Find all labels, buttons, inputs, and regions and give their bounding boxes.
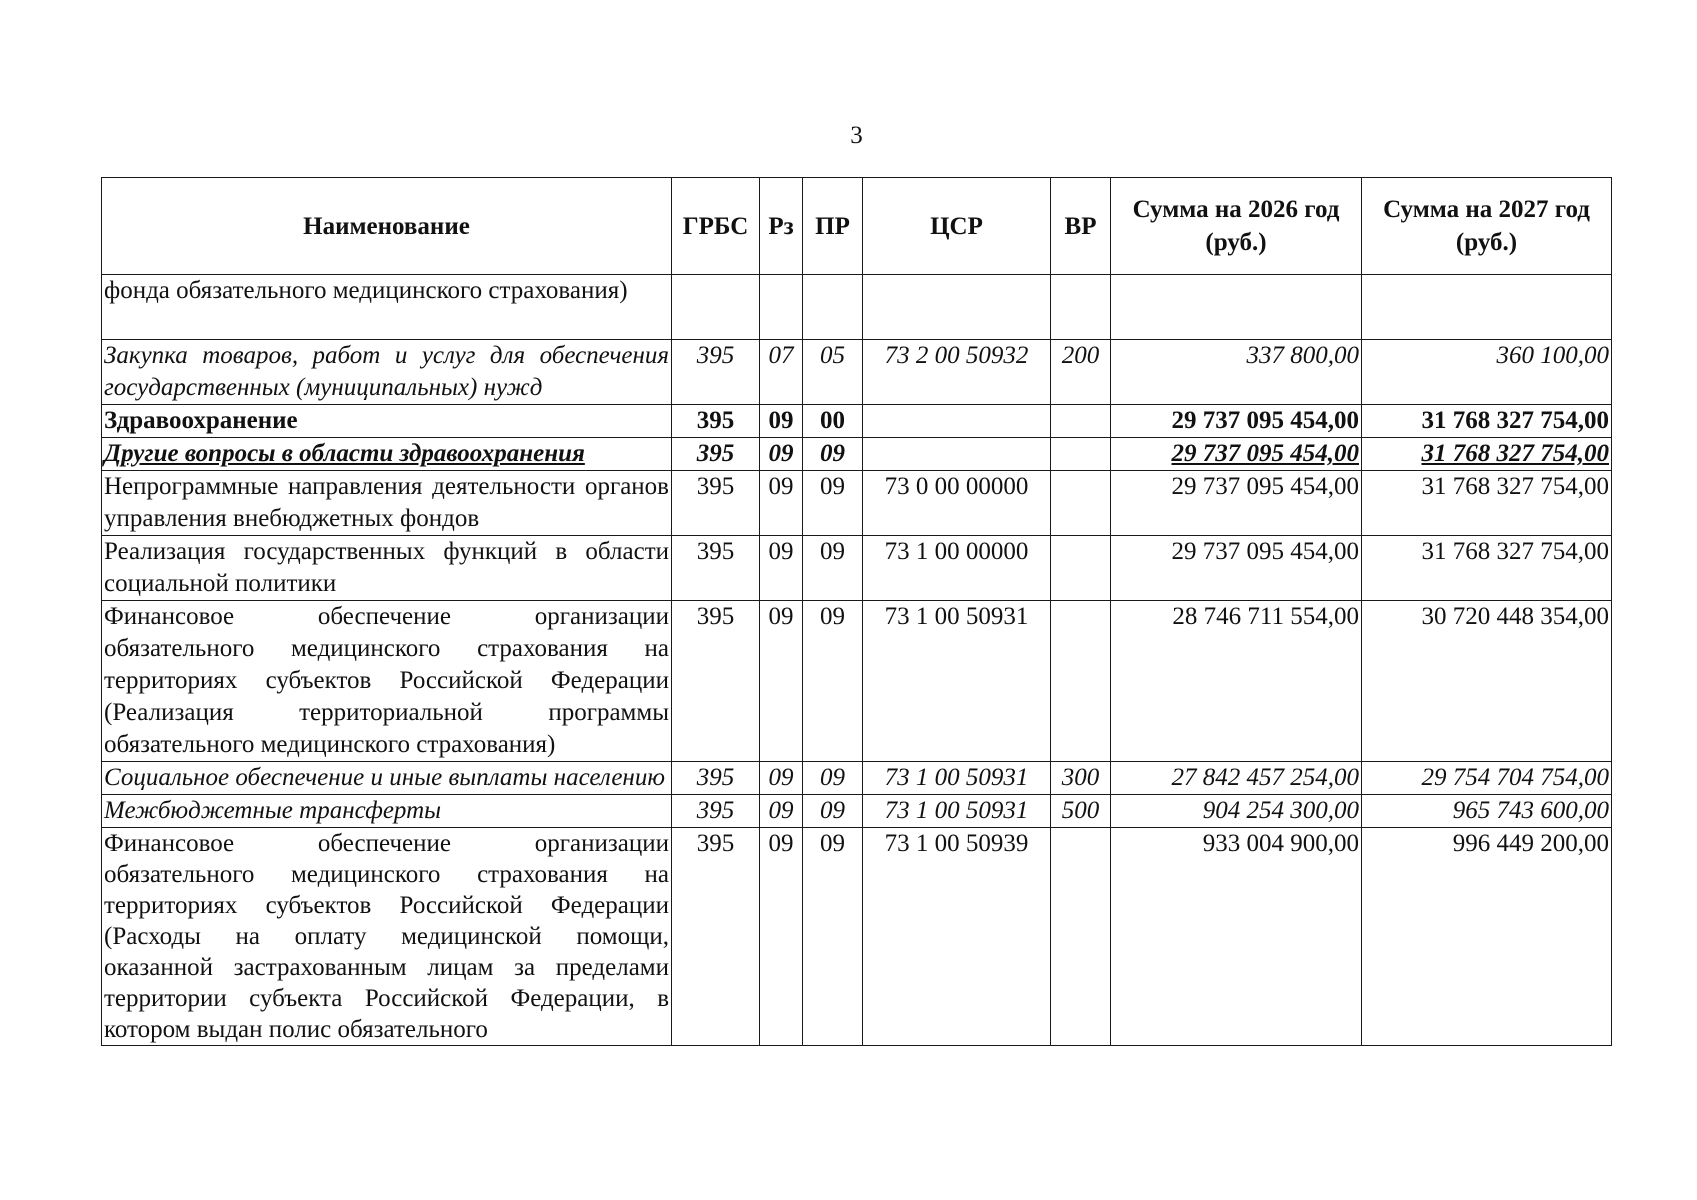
row-rz: 09 <box>760 471 803 536</box>
table-row <box>102 438 1612 471</box>
budget-table <box>101 177 1612 1046</box>
table-row <box>102 762 1612 795</box>
row-rz: 09 <box>760 536 803 601</box>
row-sum-2026: 27 842 457 254,00 <box>1111 762 1362 795</box>
row-name: Социальное обеспечение и иные выплаты населению <box>102 762 672 795</box>
row-vr <box>1051 275 1111 340</box>
header-csr: ЦСР <box>863 178 1051 275</box>
row-sum-2027: 965 743 600,00 <box>1362 795 1612 828</box>
row-name: Здравоохранение <box>102 405 672 438</box>
table-row <box>102 828 1612 1046</box>
row-grbs: 395 <box>672 795 760 828</box>
row-sum-2027: 31 768 327 754,00 <box>1362 405 1612 438</box>
row-vr <box>1051 601 1111 762</box>
row-name: Реализация государственных функций в области социальной политики <box>102 536 672 601</box>
row-pr: 09 <box>803 762 863 795</box>
row-pr: 09 <box>803 795 863 828</box>
row-rz: 09 <box>760 405 803 438</box>
row-sum-2026: 337 800,00 <box>1111 340 1362 405</box>
row-pr: 09 <box>803 438 863 471</box>
row-sum-2027: 31 768 327 754,00 <box>1362 471 1612 536</box>
row-pr: 09 <box>803 471 863 536</box>
row-csr <box>863 275 1051 340</box>
row-rz <box>760 275 803 340</box>
table-header-row <box>102 178 1612 275</box>
row-vr: 500 <box>1051 795 1111 828</box>
row-grbs: 395 <box>672 536 760 601</box>
row-sum-2026 <box>1111 275 1362 340</box>
row-name: Другие вопросы в области здравоохранения <box>102 438 672 471</box>
row-sum-2027 <box>1362 275 1612 340</box>
row-sum-2026: 28 746 711 554,00 <box>1111 601 1362 762</box>
header-name: Наименование <box>102 178 672 275</box>
row-grbs: 395 <box>672 438 760 471</box>
row-rz: 09 <box>760 828 803 1046</box>
row-name: Закупка товаров, работ и услуг для обеспечения государственных (муниципальных) нужд <box>102 340 672 405</box>
table-row <box>102 536 1612 601</box>
row-pr: 00 <box>803 405 863 438</box>
row-sum-2027: 31 768 327 754,00 <box>1362 536 1612 601</box>
row-name: фонда обязательного медицинского страхования) <box>102 275 672 340</box>
row-pr: 05 <box>803 340 863 405</box>
row-csr: 73 2 00 50932 <box>863 340 1051 405</box>
row-rz: 09 <box>760 795 803 828</box>
row-sum-2026: 29 737 095 454,00 <box>1111 471 1362 536</box>
row-pr <box>803 275 863 340</box>
row-vr: 200 <box>1051 340 1111 405</box>
row-grbs: 395 <box>672 828 760 1046</box>
row-name: Финансовое обеспечение организации обязательного медицинского страхования на территориях субъектов Российской Федерации (Расходы на оплату медицинской помощи, оказанной застрахованным лицам за пределами территории субъекта Российской Федерации, в котором выдан полис обязательного <box>102 828 672 1046</box>
row-vr: 300 <box>1051 762 1111 795</box>
row-vr <box>1051 438 1111 471</box>
table-row <box>102 340 1612 405</box>
row-csr <box>863 438 1051 471</box>
header-vr: ВР <box>1051 178 1111 275</box>
row-vr <box>1051 828 1111 1046</box>
row-sum-2026: 933 004 900,00 <box>1111 828 1362 1046</box>
row-csr: 73 1 00 50931 <box>863 601 1051 762</box>
row-pr: 09 <box>803 601 863 762</box>
table-row <box>102 795 1612 828</box>
row-csr: 73 0 00 00000 <box>863 471 1051 536</box>
row-name: Финансовое обеспечение организации обязательного медицинского страхования на территориях субъектов Российской Федерации (Реализация территориальной программы обязательного медицинского страхования) <box>102 601 672 762</box>
table-row <box>102 275 1612 340</box>
row-grbs: 395 <box>672 762 760 795</box>
row-sum-2027: 31 768 327 754,00 <box>1362 438 1612 471</box>
row-csr: 73 1 00 50931 <box>863 795 1051 828</box>
row-grbs <box>672 275 760 340</box>
header-sum-2026: Сумма на 2026 год (руб.) <box>1111 178 1362 275</box>
row-grbs: 395 <box>672 601 760 762</box>
header-rz: Рз <box>760 178 803 275</box>
header-sum-2027: Сумма на 2027 год (руб.) <box>1362 178 1612 275</box>
row-csr: 73 1 00 00000 <box>863 536 1051 601</box>
header-grbs: ГРБС <box>672 178 760 275</box>
table-row <box>102 405 1612 438</box>
row-csr: 73 1 00 50931 <box>863 762 1051 795</box>
row-grbs: 395 <box>672 471 760 536</box>
header-pr: ПР <box>803 178 863 275</box>
row-sum-2026: 29 737 095 454,00 <box>1111 438 1362 471</box>
row-sum-2026: 904 254 300,00 <box>1111 795 1362 828</box>
row-sum-2027: 30 720 448 354,00 <box>1362 601 1612 762</box>
row-csr <box>863 405 1051 438</box>
row-sum-2026: 29 737 095 454,00 <box>1111 405 1362 438</box>
row-name: Непрограммные направления деятельности органов управления внебюджетных фондов <box>102 471 672 536</box>
row-rz: 09 <box>760 601 803 762</box>
row-rz: 09 <box>760 438 803 471</box>
row-sum-2027: 29 754 704 754,00 <box>1362 762 1612 795</box>
row-sum-2027: 996 449 200,00 <box>1362 828 1612 1046</box>
table-row <box>102 601 1612 762</box>
page-number: 3 <box>850 122 863 149</box>
row-pr: 09 <box>803 828 863 1046</box>
row-rz: 07 <box>760 340 803 405</box>
row-name: Межбюджетные трансферты <box>102 795 672 828</box>
row-sum-2026: 29 737 095 454,00 <box>1111 536 1362 601</box>
table-row <box>102 471 1612 536</box>
row-rz: 09 <box>760 762 803 795</box>
row-pr: 09 <box>803 536 863 601</box>
row-csr: 73 1 00 50939 <box>863 828 1051 1046</box>
row-vr <box>1051 405 1111 438</box>
row-vr <box>1051 471 1111 536</box>
row-sum-2027: 360 100,00 <box>1362 340 1612 405</box>
row-grbs: 395 <box>672 405 760 438</box>
row-vr <box>1051 536 1111 601</box>
row-grbs: 395 <box>672 340 760 405</box>
